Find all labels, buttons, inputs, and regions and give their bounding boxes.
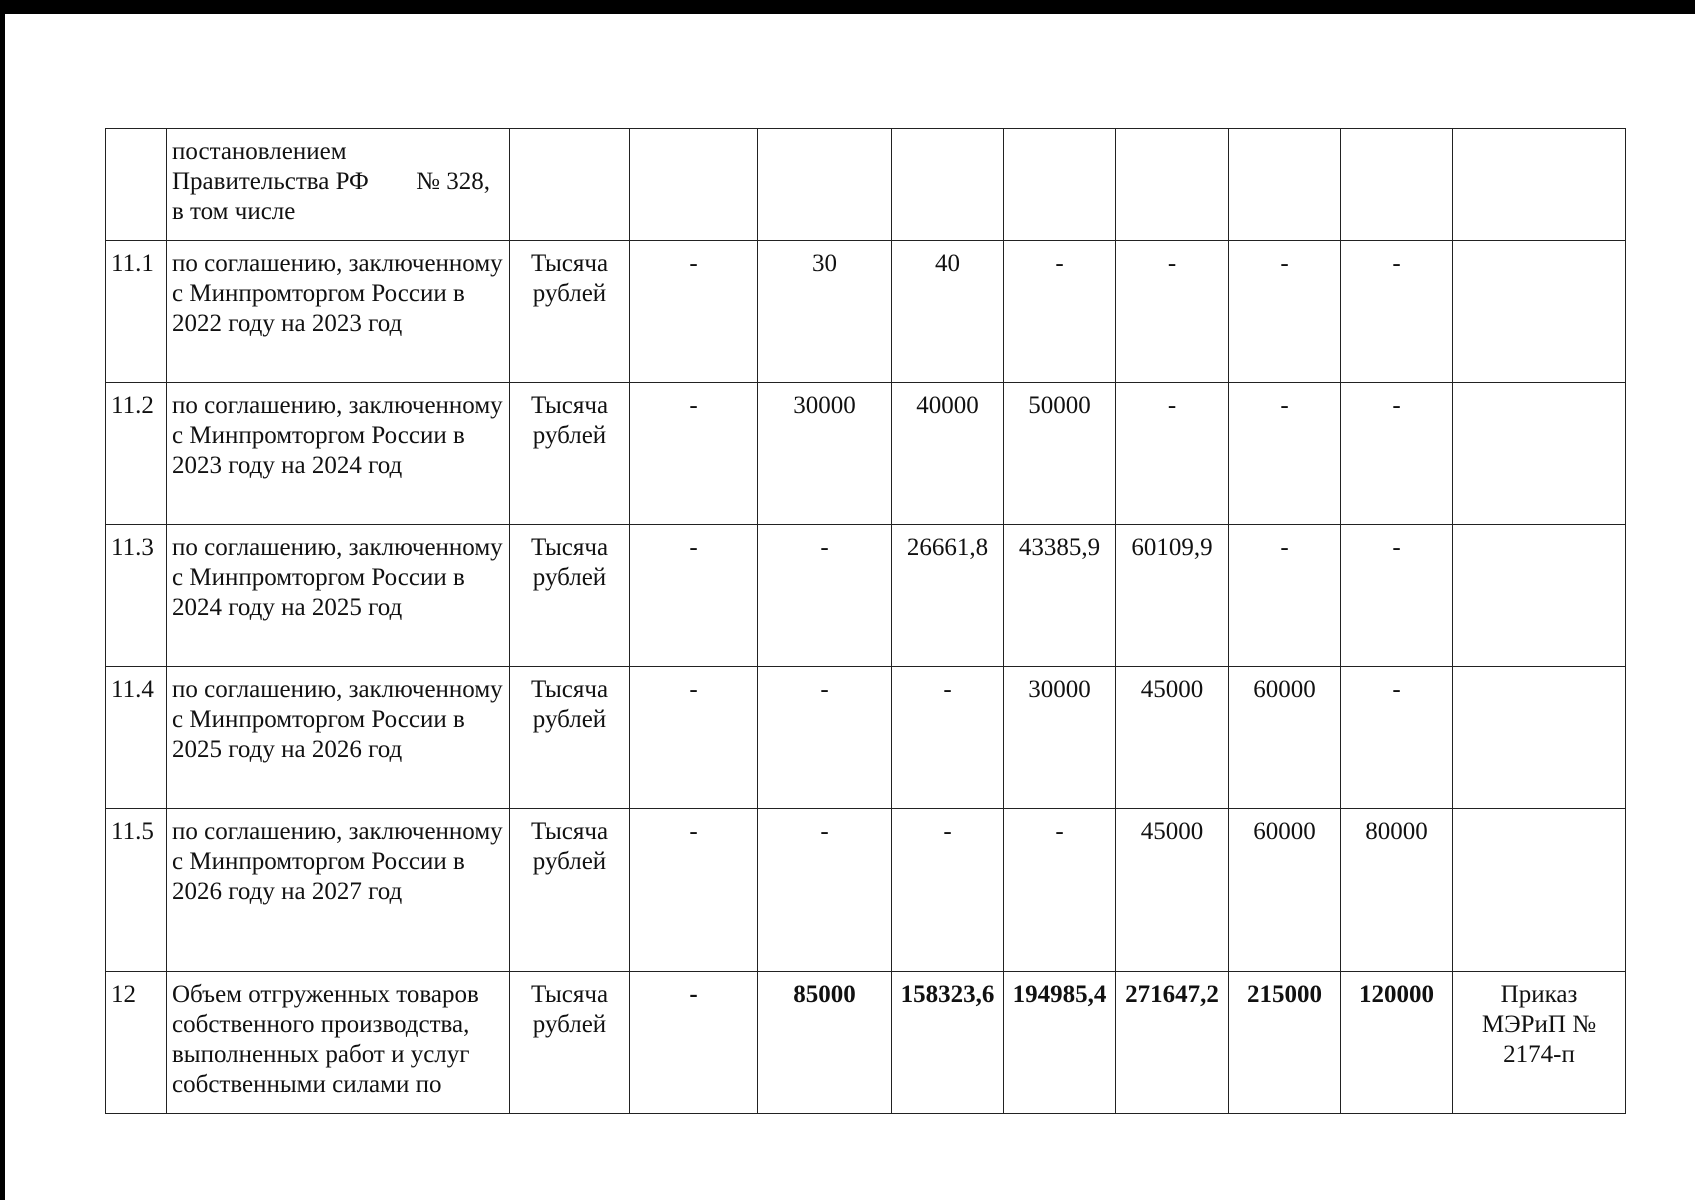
row-unit-cell: [510, 129, 630, 241]
row-value: 50000: [1004, 383, 1116, 525]
row-value: 120000: [1341, 972, 1453, 1114]
row-source: [1453, 241, 1626, 383]
row-value: -: [892, 667, 1004, 809]
row-value-cell: [1116, 129, 1229, 241]
row-description: Объем отгруженных товаров собственного производства, выполненных работ и услуг собственными силами по: [167, 972, 510, 1114]
row-value: -: [892, 809, 1004, 972]
continuation-line-2-left: Правительства РФ: [172, 168, 369, 195]
row-value: -: [1341, 383, 1453, 525]
row-value: -: [1341, 241, 1453, 383]
row-value: -: [1229, 383, 1341, 525]
row-value: 158323,6: [892, 972, 1004, 1114]
row-value: -: [758, 525, 892, 667]
row-number: 11.3: [106, 525, 167, 667]
row-value-cell: [630, 129, 758, 241]
table-row: [106, 241, 1626, 383]
row-value: -: [1229, 241, 1341, 383]
row-number-cell: [106, 129, 167, 241]
row-description: по соглашению, заключенному с Минпромторгом России в 2022 году на 2023 год: [167, 241, 510, 383]
row-value: 30: [758, 241, 892, 383]
table-row: [106, 809, 1626, 972]
row-value: -: [1004, 809, 1116, 972]
row-value: -: [1116, 383, 1229, 525]
row-value: 194985,4: [1004, 972, 1116, 1114]
row-value: -: [1341, 667, 1453, 809]
row-description-cell: [167, 129, 510, 241]
row-number: 11.1: [106, 241, 167, 383]
row-source: Приказ МЭРиП № 2174-п: [1453, 972, 1626, 1114]
row-value: 40000: [892, 383, 1004, 525]
row-value: 60109,9: [1116, 525, 1229, 667]
row-value: 43385,9: [1004, 525, 1116, 667]
row-value: 80000: [1341, 809, 1453, 972]
row-value: -: [1341, 525, 1453, 667]
row-value: 60000: [1229, 667, 1341, 809]
row-number: 11.5: [106, 809, 167, 972]
continuation-line-2-right: № 328,: [416, 168, 490, 195]
row-value: -: [630, 809, 758, 972]
row-unit: Тысяча рублей: [510, 241, 630, 383]
row-value: 30000: [758, 383, 892, 525]
row-unit: Тысяча рублей: [510, 972, 630, 1114]
row-value: 30000: [1004, 667, 1116, 809]
row-unit: Тысяча рублей: [510, 525, 630, 667]
row-source-cell: [1453, 129, 1626, 241]
continuation-line-3: в том числе: [172, 198, 296, 225]
row-value: -: [1229, 525, 1341, 667]
row-unit: Тысяча рублей: [510, 667, 630, 809]
table-row-continuation: [106, 129, 1626, 241]
indicators-table: [105, 128, 1626, 1114]
row-value: -: [630, 667, 758, 809]
row-source: [1453, 383, 1626, 525]
row-value: -: [1116, 241, 1229, 383]
row-value: -: [1004, 241, 1116, 383]
continuation-line-2: [172, 167, 504, 197]
row-value: 40: [892, 241, 1004, 383]
row-value: -: [758, 809, 892, 972]
row-value: -: [630, 383, 758, 525]
row-value: 60000: [1229, 809, 1341, 972]
row-number: 11.4: [106, 667, 167, 809]
table-row: [106, 972, 1626, 1114]
row-source: [1453, 525, 1626, 667]
row-value: 26661,8: [892, 525, 1004, 667]
row-number: 11.2: [106, 383, 167, 525]
row-value: 85000: [758, 972, 892, 1114]
row-source: [1453, 809, 1626, 972]
row-value-cell: [758, 129, 892, 241]
row-value: 271647,2: [1116, 972, 1229, 1114]
row-value: -: [758, 667, 892, 809]
row-number: 12: [106, 972, 167, 1114]
scan-border-top: [0, 0, 1695, 14]
row-value: 45000: [1116, 667, 1229, 809]
table-row: [106, 383, 1626, 525]
row-description: по соглашению, заключенному с Минпромторгом России в 2026 году на 2027 год: [167, 809, 510, 972]
continuation-line-1: постановлением: [172, 138, 347, 165]
row-value: -: [630, 241, 758, 383]
row-value-cell: [1004, 129, 1116, 241]
row-value: 45000: [1116, 809, 1229, 972]
row-unit: Тысяча рублей: [510, 383, 630, 525]
row-value-cell: [892, 129, 1004, 241]
table-body: [106, 129, 1626, 1114]
row-value: -: [630, 525, 758, 667]
row-value-cell: [1341, 129, 1453, 241]
row-value-cell: [1229, 129, 1341, 241]
row-description: по соглашению, заключенному с Минпромторгом России в 2023 году на 2024 год: [167, 383, 510, 525]
row-description: по соглашению, заключенному с Минпромторгом России в 2025 году на 2026 год: [167, 667, 510, 809]
table-row: [106, 525, 1626, 667]
row-source: [1453, 667, 1626, 809]
row-description: по соглашению, заключенному с Минпромторгом России в 2024 году на 2025 год: [167, 525, 510, 667]
row-value: 215000: [1229, 972, 1341, 1114]
row-unit: Тысяча рублей: [510, 809, 630, 972]
table-row: [106, 667, 1626, 809]
scan-border-left: [0, 0, 5, 1200]
row-value: -: [630, 972, 758, 1114]
